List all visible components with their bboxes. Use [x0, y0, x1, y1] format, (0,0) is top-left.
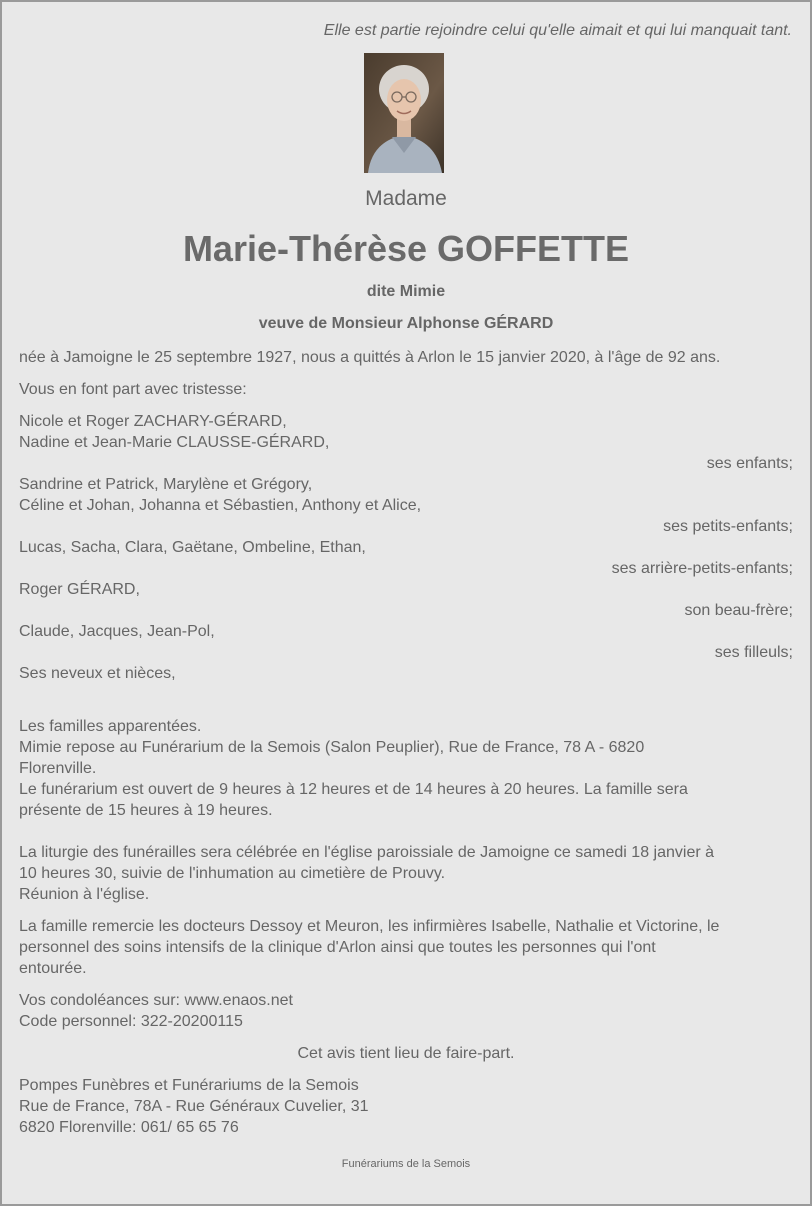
nephews-line: Ses neveux et nièces, [19, 665, 176, 682]
brother-in-law-line: Roger GÉRARD, [19, 581, 140, 598]
liturgy-line: 10 heures 30, suivie de l'inhumation au cimetière de Prouvy. [19, 865, 446, 882]
notice-line: Cet avis tient lieu de faire-part. [297, 1045, 515, 1062]
liturgy-line: Réunion à l'église. [19, 886, 150, 903]
thanks-line: La famille remercie les docteurs Dessoy et Meuron, les infirmières Isabelle, Nathalie et Victorine, le [19, 918, 720, 935]
funeral-home-line: Rue de France, 78A - Rue Généraux Cuvelier, 31 [19, 1098, 369, 1115]
birth-death-line: née à Jamoigne le 25 septembre 1927, nous a quittés à Arlon le 15 janvier 2020, à l'âge de 92 ans. [19, 349, 721, 366]
portrait-photo [364, 53, 444, 173]
obituary-body [19, 347, 793, 1138]
great-grandchildren-label: ses arrière-petits-enfants; [611, 560, 793, 577]
thanks-line: personnel des soins intensifs de la clinique d'Arlon ainsi que toutes les personnes qui l'ont [19, 939, 656, 956]
grandchildren-line: Céline et Johan, Johanna et Sébastien, Anthony et Alice, [19, 497, 422, 514]
families-line: Les familles apparentées. [19, 718, 202, 735]
funeral-home-line: 6820 Florenville: 061/ 65 65 76 [19, 1119, 239, 1136]
great-grandchildren-line: Lucas, Sacha, Clara, Gaëtane, Ombeline, Ethan, [19, 539, 366, 556]
hours-line: Le funérarium est ouvert de 9 heures à 12 heures et de 14 heures à 20 heures. La famille sera [19, 781, 688, 798]
footer-credit: Funérariums de la Semois [341, 1158, 471, 1170]
children-line: Nadine et Jean-Marie CLAUSSE-GÉRARD, [19, 434, 330, 451]
children-line: Nicole et Roger ZACHARY-GÉRARD, [19, 413, 287, 430]
liturgy-line: La liturgie des funérailles sera célébrée en l'église paroissiale de Jamoigne ce samedi 18 janvier à [19, 844, 715, 861]
funeral-home-line: Pompes Funèbres et Funérariums de la Semois [19, 1077, 359, 1094]
honorific: Madame [365, 187, 447, 210]
godchildren-line: Claude, Jacques, Jean-Pol, [19, 623, 215, 640]
grandchildren-label: ses petits-enfants; [663, 518, 793, 535]
personal-code-line: Code personnel: 322-20200115 [19, 1013, 243, 1030]
widow-of: veuve de Monsieur Alphonse GÉRARD [258, 315, 554, 332]
rest-line: Mimie repose au Funérarium de la Semois (Salon Peuplier), Rue de France, 78 A - 6820 [19, 739, 645, 756]
godchildren-label: ses filleuls; [714, 644, 793, 661]
hours-line: présente de 15 heures à 19 heures. [19, 802, 273, 819]
thanks-line: entourée. [19, 960, 87, 977]
children-label: ses enfants; [706, 455, 793, 472]
brother-in-law-label: son beau-frère; [684, 602, 793, 619]
rest-line: Florenville. [19, 760, 97, 777]
epitaph-quote: Elle est partie rejoindre celui qu'elle aimait et qui lui manquait tant. [323, 22, 792, 39]
nickname: dite Mimie [366, 283, 446, 300]
grandchildren-line: Sandrine et Patrick, Marylène et Grégory, [19, 476, 313, 493]
deceased-name: Marie-Thérèse GOFFETTE [182, 228, 630, 269]
announcement-intro: Vous en font part avec tristesse: [19, 381, 247, 398]
condolences-line: Vos condoléances sur: www.enaos.net [19, 992, 293, 1009]
